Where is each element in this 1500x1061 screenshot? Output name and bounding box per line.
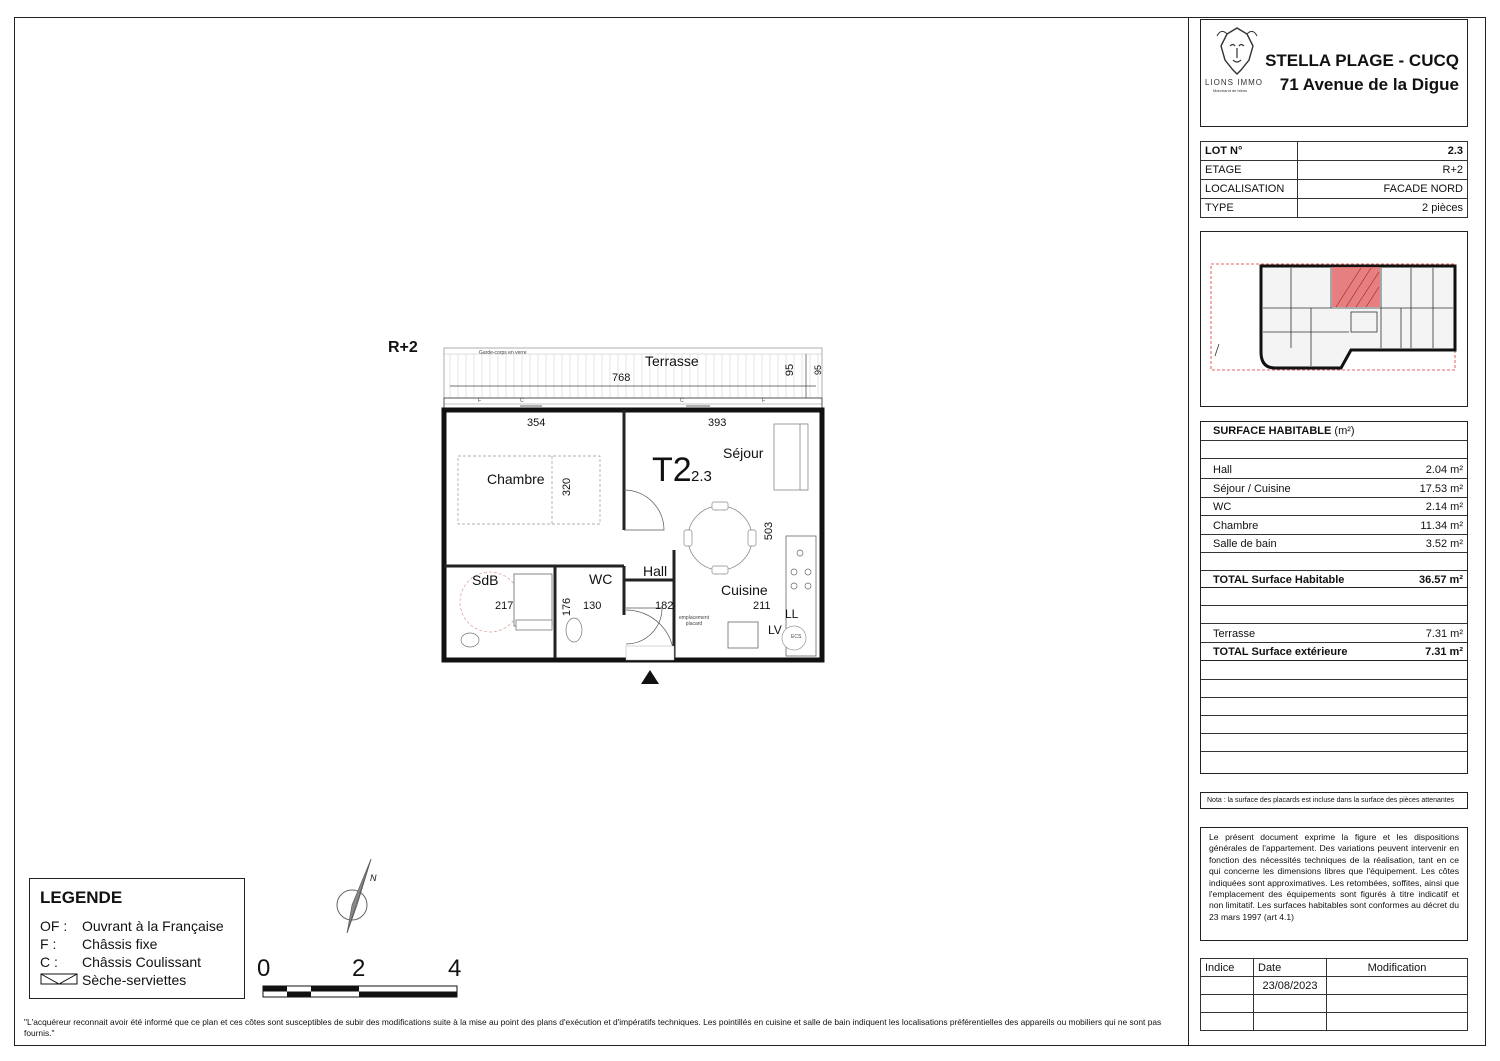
blank-row xyxy=(1201,588,1467,606)
room-sejour: Séjour xyxy=(723,445,764,461)
surface-row-label: Chambre xyxy=(1213,519,1259,532)
surface-row-label: Salle de bain xyxy=(1213,538,1277,550)
garde-corps-label: Garde-corps en verre xyxy=(479,350,527,356)
total-habitable-value: 36.57 m² xyxy=(1418,574,1463,586)
surface-row-value: 2.04 m² xyxy=(1425,464,1463,476)
lot-label: ETAGE xyxy=(1201,161,1298,180)
surface-table xyxy=(1200,421,1468,774)
total-habitable-row xyxy=(1201,570,1467,588)
dim-terrasse-depth-edge: 95 xyxy=(813,364,824,376)
dim-sejour-depth: 503 xyxy=(763,521,776,541)
floor-plan xyxy=(430,340,830,690)
project-address: 71 Avenue de la Digue xyxy=(1279,75,1459,94)
dim-hall-width: 182 xyxy=(655,600,674,612)
room-chambre: Chambre xyxy=(487,471,545,487)
legend-text: Châssis fixe xyxy=(82,936,158,952)
lot-row xyxy=(1201,180,1468,199)
window-code-f: F xyxy=(478,398,482,404)
legend-item xyxy=(40,954,201,970)
modifications-cell xyxy=(1201,977,1254,995)
modifications-cell xyxy=(1254,995,1327,1013)
blank-row xyxy=(1201,698,1467,716)
current-lot-highlight xyxy=(1332,267,1380,307)
modifications-cell xyxy=(1327,977,1468,995)
room-wc: WC xyxy=(589,571,613,587)
towel-dryer-icon xyxy=(40,972,82,988)
lot-value: FACADE NORD xyxy=(1298,180,1468,199)
lot-row xyxy=(1201,199,1468,218)
surface-row xyxy=(1201,480,1467,498)
logo-subtitle: Marchand de biens xyxy=(1213,88,1248,93)
surface-row-value: 17.53 m² xyxy=(1419,482,1463,495)
project-title: STELLA PLAGE - CUCQ xyxy=(1265,51,1459,70)
surface-row-value: 11.34 m² xyxy=(1420,519,1463,532)
lot-label: LOCALISATION xyxy=(1201,180,1298,199)
scale-label-2: 2 xyxy=(352,955,366,982)
dim-sdb-width: 217 xyxy=(495,600,514,612)
blank-row xyxy=(1201,606,1467,624)
dim-terrasse-width: 768 xyxy=(612,372,631,384)
legend-text: Sèche-serviettes xyxy=(82,972,187,988)
lion-logo-icon xyxy=(1213,24,1261,82)
total-habitable-label: TOTAL Surface Habitable xyxy=(1213,574,1345,586)
lot-label: LOT N° xyxy=(1201,142,1298,161)
modifications-table xyxy=(1200,958,1468,1031)
lot-row xyxy=(1201,142,1468,161)
modifications-cell: 23/08/2023 xyxy=(1254,977,1327,995)
legend-text: Châssis Coulissant xyxy=(82,954,202,970)
legend-key: F : xyxy=(40,936,57,952)
ecs-label: ECS xyxy=(791,634,802,640)
blank-row xyxy=(1201,734,1467,752)
modifications-header xyxy=(1201,959,1468,977)
legend-key: C : xyxy=(40,954,58,970)
legend-item xyxy=(40,936,157,952)
unit-type: T2 xyxy=(652,451,692,489)
legend-box xyxy=(29,878,245,999)
window-code-c: C xyxy=(520,398,524,404)
north-label: N xyxy=(370,873,377,883)
lot-label: TYPE xyxy=(1201,199,1298,218)
project-header xyxy=(1200,19,1468,127)
dim-cuisine-width: 211 xyxy=(753,600,771,612)
surface-note: Nota : la surface des placards est incluse dans la surface des pièces attenantes xyxy=(1200,792,1468,809)
blank-row xyxy=(1201,752,1467,770)
logo-name: LIONS IMMO xyxy=(1205,78,1264,87)
ll-label: LL xyxy=(785,607,799,621)
footer-disclaimer: "L'acquéreur reconnait avoir été informé que ce plan et ces côtes sont susceptibles de subir des modifications suite à la mise au point des plans d'exécution et d'impératifs techniques. Les pointillés en cuisine et salle de bain indiquent les localisations préférentielles des appareils ou mobiliers qui ne sont pas fournis." xyxy=(24,1017,1162,1038)
terrasse-value: 7.31 m² xyxy=(1425,628,1463,640)
modifications-cell xyxy=(1254,1013,1327,1031)
blank-row xyxy=(1201,716,1467,734)
surface-unit: (m²) xyxy=(1334,425,1355,437)
terrasse-row xyxy=(1201,625,1467,643)
surface-row xyxy=(1201,498,1467,516)
modifications-row xyxy=(1201,1013,1468,1031)
modifications-cell xyxy=(1327,995,1468,1013)
modifications-row xyxy=(1201,995,1468,1013)
surface-row xyxy=(1201,461,1467,479)
scale-label-4: 4 xyxy=(448,955,462,982)
location-keyplan xyxy=(1200,231,1468,407)
keyplan-drawing xyxy=(1201,232,1467,406)
lot-table xyxy=(1200,141,1468,218)
dim-chambre-width: 354 xyxy=(527,417,546,429)
room-hall: Hall xyxy=(643,563,668,579)
room-cuisine: Cuisine xyxy=(721,582,768,598)
title-block-divider xyxy=(1188,17,1189,1046)
lot-value: 2 pièces xyxy=(1298,199,1468,218)
surface-row-label: WC xyxy=(1213,501,1232,513)
lot-value: R+2 xyxy=(1298,161,1468,180)
floor-label: R+2 xyxy=(388,339,418,356)
surface-row-label: Séjour / Cuisine xyxy=(1213,482,1291,495)
disclaimer-text: Le présent document exprime la figure et les dispositions générales de l'appartement. Des variations peuvent intervenir en fonction des nécessités techniques de la réalisation, tant en ce qui concerne les dimensions libres que l'équipement. Les côtes indiquées sont approximatives. Les retombées, soffites, ainsi que l'emplacement des équipements sont figurés à titre indicatif et non limitatif. Les surfaces habitables sont conformes au décret du 23 mars 1997 (art 4.1) xyxy=(1200,827,1468,941)
placard-label: emplacement placard xyxy=(678,615,709,627)
total-exterieure-label: TOTAL Surface extérieure xyxy=(1213,646,1348,658)
terrasse-label: Terrasse xyxy=(1213,628,1256,640)
blank-row xyxy=(1201,680,1467,698)
surface-row-value: 3.52 m² xyxy=(1425,538,1463,550)
surface-title-row xyxy=(1201,422,1467,441)
modifications-cell xyxy=(1201,995,1254,1013)
legend-item xyxy=(40,972,186,988)
blank-row xyxy=(1201,441,1467,459)
blank-row xyxy=(1201,662,1467,680)
lot-value: 2.3 xyxy=(1298,142,1468,161)
north-compass-icon xyxy=(325,855,385,945)
legend-key: OF : xyxy=(40,918,68,934)
legend-item xyxy=(40,918,224,934)
modifications-cell xyxy=(1201,1013,1254,1031)
dim-wc-width: 130 xyxy=(583,600,602,612)
modifications-header-cell: Date xyxy=(1254,959,1327,977)
lot-row xyxy=(1201,161,1468,180)
dim-wc-depth: 176 xyxy=(561,597,574,617)
room-terrasse: Terrasse xyxy=(645,353,699,369)
modifications-header-cell: Modification xyxy=(1327,959,1468,977)
dim-sejour-width: 393 xyxy=(708,417,727,429)
modifications-header-cell: Indice xyxy=(1201,959,1254,977)
total-exterieure-value: 7.31 m² xyxy=(1425,646,1463,658)
surface-row xyxy=(1201,517,1467,535)
surface-row-value: 2.14 m² xyxy=(1425,501,1463,513)
unit-number: 2.3 xyxy=(691,468,712,485)
window-code-c: C xyxy=(680,398,684,404)
entrance-arrow-icon xyxy=(641,670,659,684)
surface-row-label: Hall xyxy=(1213,464,1232,476)
legend-title: LEGENDE xyxy=(40,888,123,907)
dim-terrasse-depth: 95 xyxy=(784,363,797,377)
window-code-f: F xyxy=(762,398,766,404)
dim-chambre-depth: 320 xyxy=(561,477,574,497)
surface-title: SURFACE HABITABLE xyxy=(1213,425,1332,437)
total-exterieure-row xyxy=(1201,643,1467,661)
lv-label: LV xyxy=(768,623,782,637)
surface-row xyxy=(1201,535,1467,553)
scale-label-0: 0 xyxy=(257,955,271,982)
scale-bar xyxy=(262,985,458,999)
modifications-row xyxy=(1201,977,1468,995)
legend-text: Ouvrant à la Française xyxy=(82,918,224,934)
room-sdb: SdB xyxy=(472,572,499,588)
modifications-cell xyxy=(1327,1013,1468,1031)
